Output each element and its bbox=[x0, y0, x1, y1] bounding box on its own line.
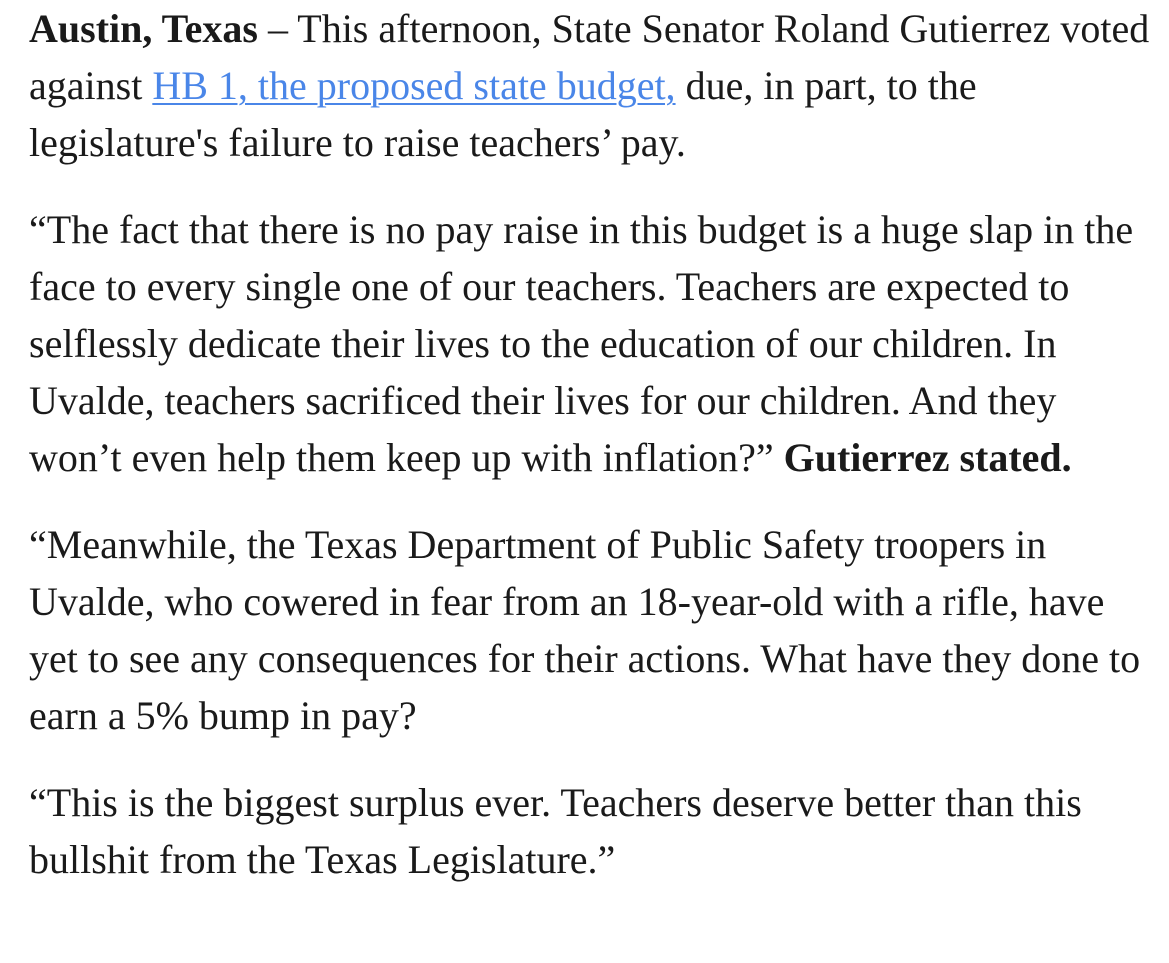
quote-text: “This is the biggest surplus ever. Teachers deserve better than this bullshit from the Texas Legislature.” bbox=[29, 780, 1082, 882]
quote-text: “The fact that there is no pay raise in this budget is a huge slap in the face to every single one of our teachers. Teachers are expected to selflessly dedicate their lives to the education of our children. In Uvalde, teachers sacrificed their lives for our children. And they won’t even help them keep up with inflation?” bbox=[29, 207, 1134, 480]
intro-text-after-link: due, in part, to the legislature's failure to raise teachers’ pay. bbox=[29, 63, 977, 165]
press-release-body bbox=[29, 0, 1154, 888]
quote-text: “Meanwhile, the Texas Department of Public Safety troopers in Uvalde, who cowered in fear from an 18-year-old with a rifle, have yet to see any consequences for their actions. What have they done to earn a 5% bump in pay? bbox=[29, 522, 1141, 738]
paragraph-quote-surplus bbox=[29, 774, 1154, 888]
dateline: Austin, Texas bbox=[29, 6, 258, 51]
paragraph-quote-teachers bbox=[29, 201, 1154, 486]
quote-attribution: Gutierrez stated. bbox=[783, 435, 1072, 480]
paragraph-quote-dps bbox=[29, 516, 1154, 744]
intro-text-before-link: – This afternoon, State Senator Roland Gutierrez voted against bbox=[29, 6, 1150, 108]
paragraph-intro bbox=[29, 0, 1154, 171]
hb1-budget-link[interactable]: HB 1, the proposed state budget, bbox=[152, 63, 676, 108]
